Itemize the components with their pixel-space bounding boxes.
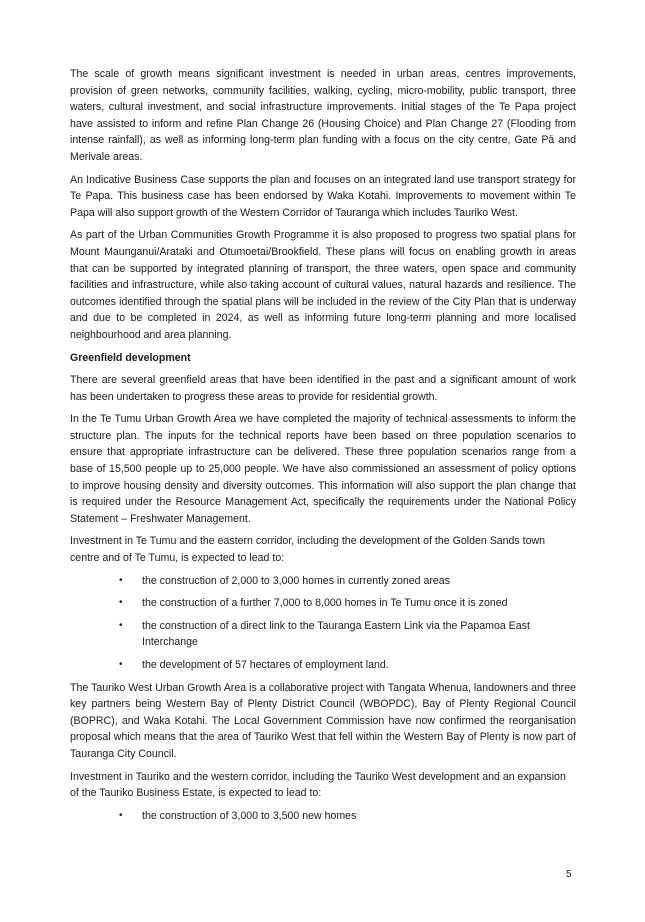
page-number: 5 — [566, 869, 572, 880]
heading-greenfield-development: Greenfield development — [70, 351, 191, 364]
bullet-icon: • — [119, 574, 123, 586]
list-item — [70, 808, 576, 825]
list-item-text: the construction of a direct link to the Tauranga Eastern Link via the Papamoa East Interchange — [142, 619, 530, 649]
bullet-icon: • — [119, 809, 123, 821]
list-item-text: the development of 57 hectares of employment land. — [142, 659, 389, 671]
paragraph-te-tumu-investment: Investment in Te Tumu and the eastern corridor, including the development of the Golden Sands town centre and of Te Tumu, is expected to lead to: — [70, 535, 546, 565]
list-item — [70, 595, 576, 612]
paragraph-tauriko-west: The Tauriko West Urban Growth Area is a collaborative project with Tangata Whenua, landowners and three key partners being Western Bay of Plenty District Council (WBOPDC), Bay of Plenty Regional Council (BOPRC), and Waka Kotahi. The Local Government Commission have now confirmed the reorganisation proposal which means that the area of Tauriko West that fell within the Western Bay of Plenty is now part of Tauranga City Council. — [70, 681, 576, 760]
list-item-text: the construction of a further 7,000 to 8,000 homes in Te Tumu once it is zoned — [142, 597, 508, 610]
list-item-text: the construction of 2,000 to 3,000 homes in currently zoned areas — [142, 574, 450, 587]
list-item — [70, 618, 576, 651]
paragraph-tauriko-investment: Investment in Tauriko and the western corridor, including the Tauriko West development and an expansion of the Tauriko Business Estate, is expected to lead to: — [70, 770, 566, 800]
paragraph-te-tumu-assessments: In the Te Tumu Urban Growth Area we have completed the majority of technical assessments to inform the structure plan. The inputs for the technical reports have been based on three population scenarios to ensure that appropriate infrastructure can be delivered. These three population scenarios range from a base of 15,500 people up to 25,000 people. We have also commissioned an assessment of policy options to improve housing density and diversity outcomes. This information will also support the plan change that is required under the Resource Management Act, specifically the requirements under the National Policy Statement – Freshwater Management. — [70, 413, 576, 525]
paragraph-business-case: An Indicative Business Case supports the plan and focuses on an integrated land use transport strategy for Te Papa. This business case has been endorsed by Waka Kotahi. Improvements to movement within Te Papa will also support growth of the Western Corridor of Tauranga which includes Tauriko West. — [70, 173, 576, 219]
list-item-text: the construction of 3,000 to 3,500 new homes — [142, 809, 357, 822]
page-body — [70, 66, 576, 830]
paragraph-spatial-plans: As part of the Urban Communities Growth Programme it is also proposed to progress two spatial plans for Mount Maunganui/Arataki and Otumoetai/Brookfield. These plans will focus on enabling growth in areas that can be supported by integrated planning of transport, the three waters, open space and community facilities and infrastructure, while also taking account of cultural values, natural hazards and resilience. The outcomes identified through the spatial plans will be included in the review of the City Plan that is underway and due to be completed in 2024, as well as informing future long-term planning and more localised neighbourhood and area planning. — [70, 229, 576, 341]
bullet-icon: • — [119, 659, 123, 670]
list-te-tumu-outcomes — [70, 573, 576, 674]
list-item — [70, 573, 576, 590]
paragraph-greenfield-areas: There are several greenfield areas that have been identified in the past and a significant amount of work has been undertaken to progress these areas to provide for residential growth. — [70, 374, 576, 403]
bullet-icon: • — [119, 597, 123, 609]
list-item — [70, 657, 576, 674]
paragraph-growth-scale: The scale of growth means significant investment is needed in urban areas, centres improvements, provision of green networks, community facilities, walking, cycling, micro-mobility, public transport, three waters, cultural investment, and social infrastructure improvements. Initial stages of the Te Papa project have assisted to inform and refine Plan Change 26 (Housing Choice) and Plan Change 27 (Flooding from intense rainfall), as well as informing long-term plan funding with a focus on the city centre, Gate Pā and Merivale areas. — [70, 68, 576, 163]
bullet-icon: • — [119, 619, 123, 631]
list-tauriko-outcomes — [70, 808, 576, 825]
